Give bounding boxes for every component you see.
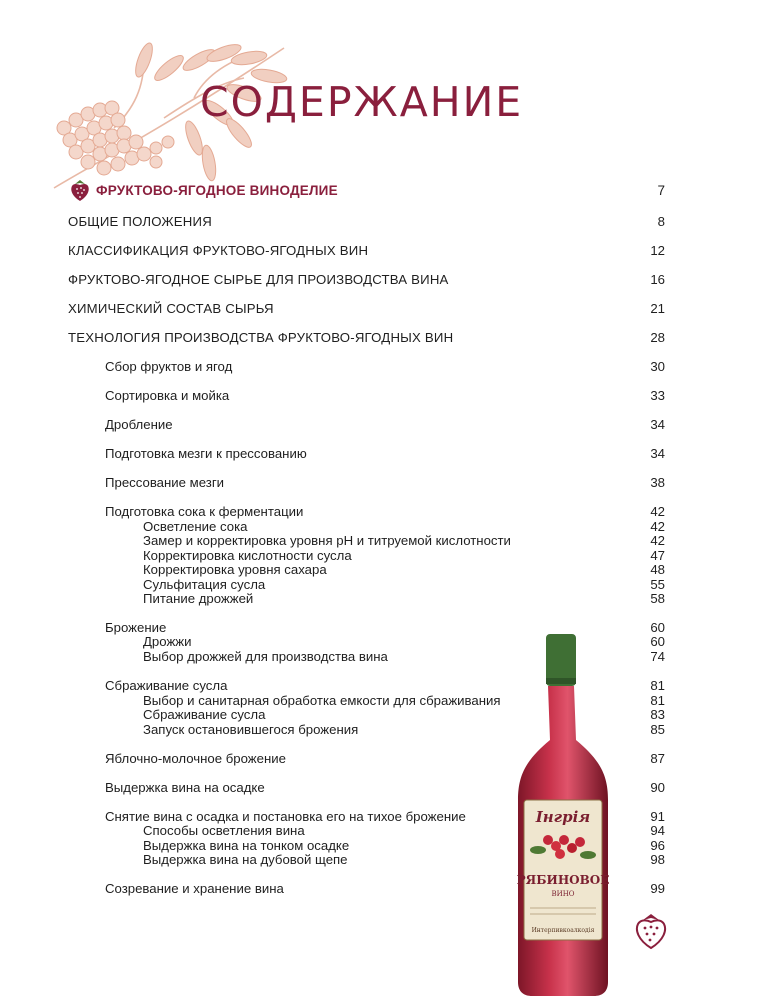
toc-entry[interactable] [0, 330, 762, 346]
bottle-product: РЯБИНОВОЕ [516, 873, 610, 887]
bottle-brand: Інгрія [535, 808, 591, 826]
toc-entry-page: 47 [650, 548, 665, 563]
toc-entry-title: Питание дрожжей [143, 591, 254, 606]
toc-entry[interactable] [0, 678, 762, 694]
toc-entry-title: Снятие вина с осадка и постановка его на тихое брожение [105, 809, 466, 824]
toc-entry-page: 12 [650, 243, 665, 258]
toc-section[interactable] [0, 183, 762, 199]
toc-entry-page: 94 [650, 823, 665, 838]
toc-entry-page: 87 [650, 751, 665, 766]
toc-entry-page: 28 [650, 330, 665, 345]
toc-entry[interactable] [0, 475, 762, 491]
toc-entry-page: 16 [650, 272, 665, 287]
toc-entry[interactable] [0, 533, 762, 549]
toc-entry-page: 91 [650, 809, 665, 824]
toc-entry-title: ТЕХНОЛОГИЯ ПРОИЗВОДСТВА ФРУКТОВО-ЯГОДНЫХ ВИН [68, 330, 454, 345]
toc-entry-title: Выдержка вина на осадке [105, 780, 265, 795]
toc-entry-title: ФРУКТОВО-ЯГОДНОЕ ВИНОДЕЛИЕ [96, 183, 338, 198]
toc-entry-page: 98 [650, 852, 665, 867]
toc-entry-page: 42 [650, 533, 665, 548]
bottle-sub: ВИНО [551, 890, 575, 898]
toc-entry-title: ФРУКТОВО-ЯГОДНОЕ СЫРЬЕ ДЛЯ ПРОИЗВОДСТВА ВИНА [68, 272, 449, 287]
toc-entry[interactable] [0, 359, 762, 375]
toc-entry-title: Сбраживание сусла [143, 707, 266, 722]
bottle-maker: Интерпивкоалкодія [531, 927, 595, 934]
toc-entry-title: Сбраживание сусла [105, 678, 228, 693]
toc-entry-page: 34 [650, 446, 665, 461]
toc-entry[interactable] [0, 272, 762, 288]
toc-entry-page: 34 [650, 417, 665, 432]
toc-entry-title: Выбор и санитарная обработка емкости для сбраживания [143, 693, 501, 708]
toc-entry-title: Прессование мезги [105, 475, 224, 490]
toc-entry-page: 81 [650, 693, 665, 708]
toc-entry-page: 81 [650, 678, 665, 693]
toc-entry-page: 7 [657, 183, 665, 198]
toc-entry-title: Корректировка кислотности сусла [143, 548, 352, 563]
toc-entry-title: Брожение [105, 620, 167, 635]
toc-entry[interactable] [0, 417, 762, 433]
toc-entry[interactable] [0, 388, 762, 404]
toc-entry-title: Корректировка уровня сахара [143, 562, 327, 577]
toc-entry[interactable] [0, 634, 762, 650]
toc-entry-title: Выдержка вина на тонком осадке [143, 838, 350, 853]
toc-entry-page: 38 [650, 475, 665, 490]
toc-entry[interactable] [0, 751, 762, 767]
toc-entry-title: Подготовка сока к ферментации [105, 504, 304, 519]
strawberry-icon [632, 910, 670, 950]
rowan-wine-bottle-illustration [508, 630, 618, 1000]
toc-entry-title: КЛАССИФИКАЦИЯ ФРУКТОВО-ЯГОДНЫХ ВИН [68, 243, 369, 258]
strawberry-icon [68, 178, 92, 202]
page-title: СОДЕРЖАНИЕ [200, 78, 524, 126]
toc-entry-title: ХИМИЧЕСКИЙ СОСТАВ СЫРЬЯ [68, 301, 274, 316]
toc-entry[interactable] [0, 722, 762, 738]
toc-entry-title: Выбор дрожжей для производства вина [143, 649, 388, 664]
toc-entry-page: 33 [650, 388, 665, 403]
toc-entry-page: 21 [650, 301, 665, 316]
toc-entry-title: Созревание и хранение вина [105, 881, 284, 896]
toc-entry[interactable] [0, 214, 762, 230]
toc-entry-title: Выдержка вина на дубовой щепе [143, 852, 348, 867]
toc-entry[interactable] [0, 852, 762, 868]
toc-entry-page: 60 [650, 634, 665, 649]
toc-entry-page: 90 [650, 780, 665, 795]
toc-entry-title: Сульфитация сусла [143, 577, 266, 592]
toc-entry[interactable] [0, 649, 762, 665]
toc-entry[interactable] [0, 504, 762, 520]
toc-entry-page: 55 [650, 577, 665, 592]
toc-entry[interactable] [0, 301, 762, 317]
toc-entry[interactable] [0, 446, 762, 462]
toc-entry-page: 85 [650, 722, 665, 737]
toc-entry[interactable] [0, 243, 762, 259]
toc-entry-page: 99 [650, 881, 665, 896]
toc-entry-title: ОБЩИЕ ПОЛОЖЕНИЯ [68, 214, 212, 229]
toc-entry-page: 96 [650, 838, 665, 853]
toc-entry-title: Дрожжи [143, 634, 192, 649]
toc-entry-title: Осветление сока [143, 519, 248, 534]
toc-entry[interactable] [0, 881, 762, 897]
toc-entry[interactable] [0, 562, 762, 578]
toc-entry[interactable] [0, 707, 762, 723]
toc-entry-title: Сбор фруктов и ягод [105, 359, 233, 374]
toc-entry-page: 42 [650, 504, 665, 519]
toc-entry-title: Сортировка и мойка [105, 388, 230, 403]
toc-entry-page: 83 [650, 707, 665, 722]
toc-entry-page: 42 [650, 519, 665, 534]
toc-entry-title: Подготовка мезги к прессованию [105, 446, 307, 461]
toc-entry[interactable] [0, 780, 762, 796]
toc-entry-page: 30 [650, 359, 665, 374]
toc-entry[interactable] [0, 591, 762, 607]
toc-entry-page: 8 [657, 214, 665, 229]
toc-entry-title: Запуск остановившегося брожения [143, 722, 359, 737]
toc-entry-title: Замер и корректировка уровня pH и титруемой кислотности [143, 533, 511, 548]
toc-entry-page: 58 [650, 591, 665, 606]
toc-entry-page: 74 [650, 649, 665, 664]
toc-entry-title: Способы осветления вина [143, 823, 305, 838]
toc-entry-page: 60 [650, 620, 665, 635]
toc-entry-title: Дробление [105, 417, 173, 432]
toc-entry-page: 48 [650, 562, 665, 577]
toc-entry-title: Яблочно-молочное брожение [105, 751, 286, 766]
toc-entry[interactable] [0, 823, 762, 839]
